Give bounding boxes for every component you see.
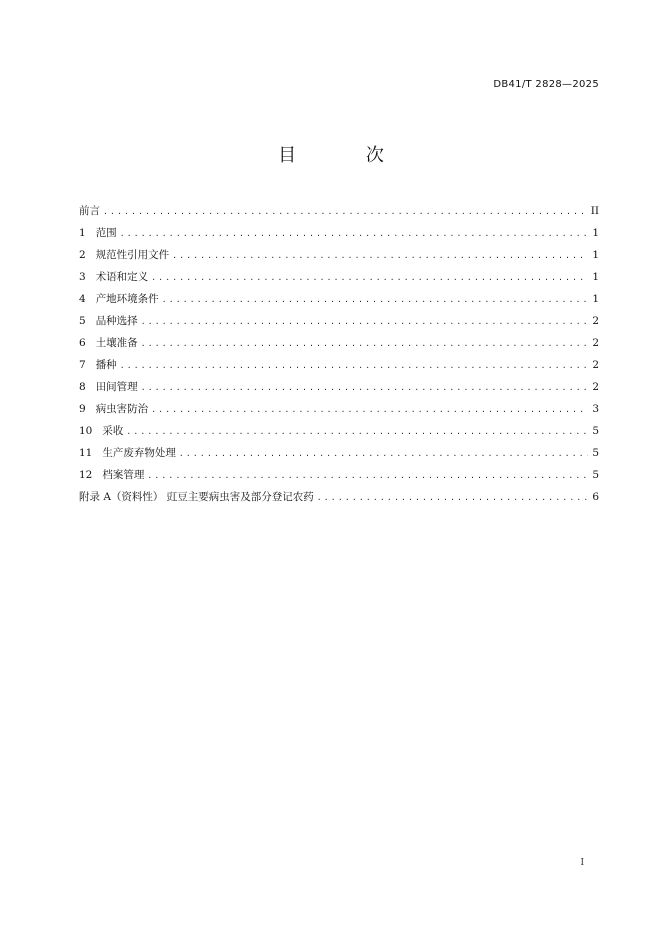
- toc-entry-title: 病虫害防治: [95, 403, 149, 415]
- toc-entry-title: 档案管理: [102, 469, 145, 481]
- toc-entry-number: 11: [79, 447, 93, 459]
- toc-entry-page: 1: [592, 249, 599, 261]
- toc-entry-number: 1: [79, 227, 86, 239]
- toc-dot-leader: [317, 487, 588, 509]
- toc-entry-title: 产地环境条件: [95, 293, 159, 305]
- toc-entry-variety-selection[interactable]: [79, 310, 599, 332]
- toc-entry-number: 6: [79, 337, 86, 349]
- toc-entry-title: 品种选择: [95, 315, 138, 327]
- toc-entry-title: 术语和定义: [95, 271, 149, 283]
- toc-entry-environment[interactable]: [79, 288, 599, 310]
- toc-dot-leader: [141, 333, 588, 355]
- toc-entry-soil-preparation[interactable]: [79, 332, 599, 354]
- toc-entry-terms-definitions[interactable]: [79, 266, 599, 288]
- toc-entry-scope[interactable]: [79, 222, 599, 244]
- toc-entry-page: II: [590, 205, 599, 217]
- toc-dot-leader: [162, 289, 588, 311]
- toc-dot-leader: [141, 377, 588, 399]
- toc-entry-page: 1: [592, 271, 599, 283]
- toc-entry-waste-disposal[interactable]: [79, 442, 599, 464]
- toc-dot-leader: [151, 267, 588, 289]
- toc-title: 目 次: [278, 145, 416, 166]
- toc-entry-harvest[interactable]: [79, 420, 599, 442]
- toc-entry-field-management[interactable]: [79, 376, 599, 398]
- toc-dot-leader: [179, 443, 588, 465]
- toc-entry-title: 播种: [95, 359, 117, 371]
- toc-entry-title: 采收: [102, 425, 124, 437]
- toc-entry-title: 附录 A（资料性） 豇豆主要病虫害及部分登记农药: [79, 491, 314, 503]
- toc-entry-title: 生产废弃物处理: [102, 447, 176, 459]
- toc-entry-sowing[interactable]: [79, 354, 599, 376]
- toc-entry-appendix-a[interactable]: [79, 486, 599, 508]
- toc-entry-page: 6: [592, 491, 599, 503]
- toc-entry-page: 2: [592, 315, 599, 327]
- toc-entry-title: 范围: [95, 227, 117, 239]
- toc-entry-page: 1: [592, 227, 599, 239]
- toc-entry-title: 田间管理: [95, 381, 138, 393]
- toc-entry-pest-control[interactable]: [79, 398, 599, 420]
- toc-entry-number: 8: [79, 381, 86, 393]
- toc-dot-leader: [120, 223, 588, 245]
- toc-entry-number: 5: [79, 315, 86, 327]
- toc-entry-records-management[interactable]: [79, 464, 599, 486]
- toc-dot-leader: [126, 421, 588, 443]
- toc-dot-leader: [151, 399, 588, 421]
- toc-entry-page: 1: [592, 293, 599, 305]
- toc-entry-number: 12: [79, 469, 93, 481]
- document-code: DB41/T 2828—2025: [493, 79, 599, 90]
- toc-entry-number: 10: [79, 425, 93, 437]
- toc-entry-number: 9: [79, 403, 86, 415]
- table-of-contents: [79, 200, 599, 508]
- toc-entry-title: 土壤准备: [95, 337, 138, 349]
- toc-dot-leader: [172, 245, 588, 267]
- toc-entry-page: 5: [592, 469, 599, 481]
- toc-entry-page: 5: [592, 425, 599, 437]
- toc-entry-page: 2: [592, 381, 599, 393]
- toc-entry-page: 5: [592, 447, 599, 459]
- toc-entry-page: 3: [592, 403, 599, 415]
- toc-entry-normative-references[interactable]: [79, 244, 599, 266]
- toc-entry-foreword[interactable]: [79, 200, 599, 222]
- toc-entry-title: 规范性引用文件: [95, 249, 170, 261]
- toc-entry-page: 2: [592, 337, 599, 349]
- toc-dot-leader: [147, 465, 588, 487]
- toc-entry-number: 3: [79, 271, 86, 283]
- toc-entry-number: 7: [79, 359, 86, 371]
- toc-dot-leader: [141, 311, 588, 333]
- toc-entry-title: 前言: [79, 205, 100, 217]
- toc-entry-page: 2: [592, 359, 599, 371]
- toc-entry-number: 4: [79, 293, 86, 305]
- page-number: I: [580, 858, 584, 868]
- toc-dot-leader: [120, 355, 588, 377]
- toc-entry-number: 2: [79, 249, 86, 261]
- toc-dot-leader: [103, 201, 588, 223]
